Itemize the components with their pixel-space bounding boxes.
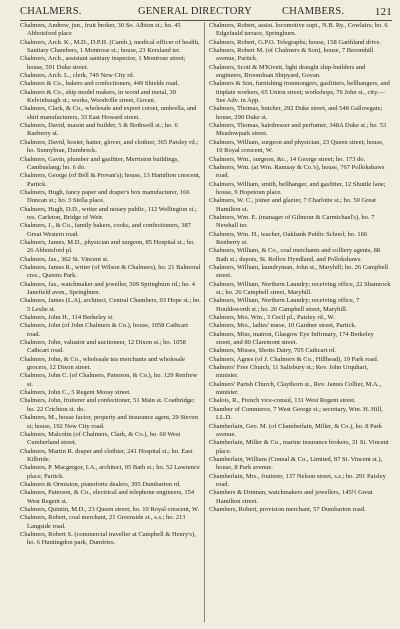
directory-entry: Chalmers, William, surgeon and physician, 23 Queen street; house, 10 Royal crescent, W.: [209, 138, 384, 155]
directory-entry: Chalmers, John, valuator and auctioneer, 12 Dixon st.; ho. 1058 Cathcart road.: [20, 339, 186, 355]
directory-entry: Chalmers & Co., ship model makers, in wood and metal, 39 Kelvinbaugh st.; works, Woodville street, Govan.: [20, 88, 176, 105]
directory-entry: Chalmers, Robert, assist. locomotive supt., N.B. Ry., Cowlairs; ho. 6 Edgefauld terrace, Springburn.: [209, 22, 388, 38]
directory-entry: Chalmers, John, & Co., wholesale tea merchants and wholesale grocers, 12 Dixon street.: [20, 355, 185, 372]
page-number: 121: [374, 6, 392, 18]
directory-entry: Chalmers, Agnes (of J. Chalmers & Co., Hillhead), 19 Park road.: [209, 355, 379, 363]
directory-entry: Chalmers' Parish Church, Claythorn st., Rev. James Collier, M.A., minister.: [209, 380, 381, 397]
directory-entry: Chamber of Commerce, 7 West George st.; secretary, Wm. H. Hill, LL.D.: [209, 405, 383, 422]
column-divider: [204, 22, 205, 622]
directory-entry: Chalmers, Scott & M'Kivett, light draught ship-builders and engineers, Broomloan Shipyard, Govan.: [209, 63, 366, 80]
directory-entry: Chalmers, Robert, coal merchant, 21 Greenside st., s.s.; ho. 213 Langside road.: [20, 514, 186, 530]
directory-entry: Chalmers, Robert M. (of Chalmers & Son), house, 7 Broomhill avenue, Partick.: [209, 47, 374, 63]
directory-entry: Chamberlain, Mrs., fruiterer, 137 Nelson street, s.s.; ho. 291 Paisley road.: [209, 472, 386, 488]
directory-entry: Chalmers, Andrew, jun., fruit broker, 30 So. Albion st.; ho. 45 Abbotsford place: [20, 22, 181, 38]
directory-entry: Chalmers' Free Church, 11 Salisbury st.; Rev. John Urquhart, minister.: [209, 364, 369, 380]
directory-entry: Chalmers, Wm. E. (manager of Gilmour & Carmichael's), ho. 7 Newhall ter.: [209, 213, 375, 230]
header-right: CHAMBERS.: [282, 6, 345, 17]
directory-entry: Chalmers, William, smith, bellhanger, and gasfitter, 12 Shuttle lane; house, 9 Hopetoun place.: [209, 180, 386, 196]
directory-entry: Chalmers & Son, furnishing ironmongers, gasfitters, bellhangers, and tinplate workers, 65 Union street; workshops, 76 John st., city.—See Adv. in App.: [209, 80, 390, 105]
directory-entry: Chalmers & Ormiston, pianoforte dealers, 395 Dumbarton rd.: [20, 480, 181, 488]
directory-entry: Chalmers, William, Northern Laundry; receiving office, 7 Houldsworth st.; ho. 26 Campbell street, Maryhill.: [209, 297, 360, 313]
directory-entry: Chalmers, James (L.A), architect, Central Chambers, 93 Hope st.; ho. 5 Leslie st.: [20, 297, 201, 313]
directory-entry: Chambers & Drinnan, watchmakers and jewellers, 145½ Great Hamilton street.: [209, 489, 373, 505]
directory-entry: Chalmers, Mrs., ladies' nurse, 10 Gardner street, Partick.: [209, 322, 357, 330]
directory-entry: Chalmers, Hugh, D.D., writer and notary public, 112 Wellington st.; res. Carleton, Bridge of Weir.: [20, 205, 197, 221]
directory-entry: Chalmers, Arch., assistant sanitary inspector, 1 Montrose street; house, 591 Duke street.: [20, 55, 186, 71]
directory-entry: Chambers, Robert, provision merchant, 57 Dumbarton road.: [209, 505, 366, 513]
directory-entry: Chalmers, Clark, & Co., wholesale and export corset, umbrella, and shirt manufacturers, 33 East Howard street.: [20, 105, 197, 121]
header-rule: [20, 20, 392, 21]
directory-entry: Chalmers, Malcolm (of Chalmers, Clark, & Co.), ho. 60 West Cumberland street.: [20, 430, 181, 447]
directory-entry: Chalmers, William, Northern Laundry; receiving office, 22 Shamrock st.; ho. 26 Campbell street, Maryhill.: [209, 280, 391, 296]
directory-entry: Chalmers, Thomas, hairdresser and perfumer, 348A Duke st.; ho. 53 Meadowpark street.: [209, 122, 387, 138]
directory-entry: Chalmers, James, M.D., physician and surgeon, 85 Hospital st.; ho. 26 Abbotsford pl.: [20, 238, 195, 255]
directory-entry: Chalmers, Gavin, plumber and gasfitter, Merriston buildings, Cambuslang; ho. 6 do.: [20, 155, 179, 171]
directory-entry: Chalmers, William, & Co., coal merchants and colliery agents, 88 Bath st.; depots, St. Rollox Hyndland, and Pollokshaws.: [209, 247, 381, 263]
directory-entry: Chalmers, Wm., surgeon, &c., 14 George street; ho. 173 do.: [209, 155, 366, 163]
directory-entry: Chalmers, Robert S. (commercial traveller at Campbell & Henry's), ho. 6 Huntingdon park, Dumfries.: [20, 530, 196, 547]
directory-entry: Chalmers, David, mason and builder, 5 & Bothwell st.; ho. 6 Raeberry st.: [20, 122, 178, 138]
directory-entry: Chamberlain, Miller & Co., marine insurance brokers, 31 St. Vincent place.: [209, 439, 389, 455]
directory-entry: Chalmers, M., house factor, property and insurance agent, 29 Steven st; house, 192 New City road.: [20, 414, 199, 430]
directory-entry: Chalmers & Co., bakers and confectioners, 449 Shields road.: [20, 80, 179, 88]
directory-entry: Chalmers, William, laundryman, John st., Maryhill; ho. 26 Campbell street.: [209, 263, 389, 280]
directory-entry: Chalmers, Misses, Shotts Dairy, 705 Cathcart rd.: [209, 347, 337, 355]
directory-entry: Chalmers, George (of Bell & Provan's); house, 13 Hamilton crescent, Partick.: [20, 172, 201, 188]
running-header: [20, 6, 392, 20]
directory-entry: Chalmers, John C. (of Chalmers, Paterson, & Co.), ho. 129 Renfrew st.: [20, 372, 198, 388]
directory-entry: Chalmers, John C., 5 Regent Moray street.: [20, 389, 131, 397]
directory-entry: Chalmers, Martin R. draper and clothier, 241 Hospital st.; ho. East Kilbride.: [20, 447, 193, 463]
left-column: [20, 22, 202, 548]
directory-entry: Chalmers, Wm. (at Wm. Ramsay & Co.'s), house, 767 Pollokshaws road.: [209, 163, 385, 180]
directory-entry: Chalmers, James R., writer (of Wilson & Chalmers), ho. 21 Balmoral cres., Queens Park.: [20, 263, 201, 280]
directory-entry: Chalois, R., French vice-consul, 131 West Regent street.: [209, 397, 356, 405]
header-middle: GENERAL DIRECTORY: [138, 6, 252, 17]
directory-entry: Chalmers, Mrs. Wm., 3 Cecil pl., Paisley rd., W.: [209, 314, 335, 322]
directory-entry: Chamberlain, Geo. M. (of Chamberlain, Miller, & Co.), ho. 8 Park avenue.: [209, 422, 383, 438]
right-column: [209, 22, 391, 514]
directory-entry: Chalmers, Wm. H., teacher, Oakbank Public School; ho. 166 Renberry st.: [209, 230, 368, 246]
directory-entry: Chalmers, Hugh, fancy paper and draper's box manufacturer, 166 Duncan st.; ho. 3 Stella place.: [20, 188, 190, 205]
directory-entry: Chamberlain, William (Connal & Co., Limited, 87 St. Vincent st.), house, 8 Park avenue.: [209, 455, 383, 472]
directory-entry: Chalmers, W. C., joiner and glazier, 7 Charlotte st.; ho. 50 Great Hamilton st.: [209, 197, 376, 213]
directory-entry: Chalmers, J., & Co., family bakers, cooks, and confectioners, 387 Great Western road.: [20, 222, 191, 238]
directory-entry: Chalmers, Robert, G.P.O. Telegraphs; house, 158 Garthland drive.: [209, 38, 382, 46]
directory-entry: Chalmers, Jas., 362 St. Vincent st.: [20, 255, 109, 263]
directory-entry: Chalmers, Arch. L., clerk, 749 New City rd.: [20, 72, 135, 80]
directory-entry: Chalmers, Jas., watchmaker and jeweller, 509 Springburn rd.; ho. 4 Janefield aven., Springburn.: [20, 280, 196, 296]
directory-entry: Chalmers, P. Macgregor, I.A., architect, 95 Bath st.; ho. 52 Lawrence place, Partick.: [20, 464, 200, 480]
directory-entry: Chalmers, Miss, matron, Glasgow Eye Infirmary, 174 Berkeley street, and 80 Claremont street.: [209, 330, 374, 347]
directory-entry: Chalmers, John, fruiterer and confectioner, 51 Main st. Coatbridge; ho. 22 Crichton st. do.: [20, 397, 195, 413]
directory-entry: Chalmers, Thomas, butcher, 292 Duke street, and 548 Gallowgate; house, 290 Duke st.: [209, 105, 383, 121]
directory-entry: Chalmers, David, hosier, hatter, glover, and clothier, 365 Paisley rd.; ho. Sunnybrae, Dumbreck.: [20, 138, 199, 155]
header-left: CHALMERS.: [20, 6, 82, 17]
directory-entry: Chalmers, Quintin, M.D., 23 Queen street; ho. 10 Royal crescent, W.: [20, 505, 200, 513]
directory-entry: Chalmers, John (of John Chalmers & Co.), house, 1058 Cathcart road.: [20, 322, 189, 338]
directory-entry: Chalmers, Arch. K., M.D., D.P.H. (Camb.), medical officer of health, Sanitary Chambers, 1 Montrose st.; house, 23 Kersland ter.: [20, 38, 200, 55]
directory-entry: Chalmers, Paterson, & Co., electrical and telephone engineers, 154 West Regent st.: [20, 489, 195, 505]
directory-entry: Chalmers, John H., 114 Berkeley st.: [20, 314, 114, 322]
